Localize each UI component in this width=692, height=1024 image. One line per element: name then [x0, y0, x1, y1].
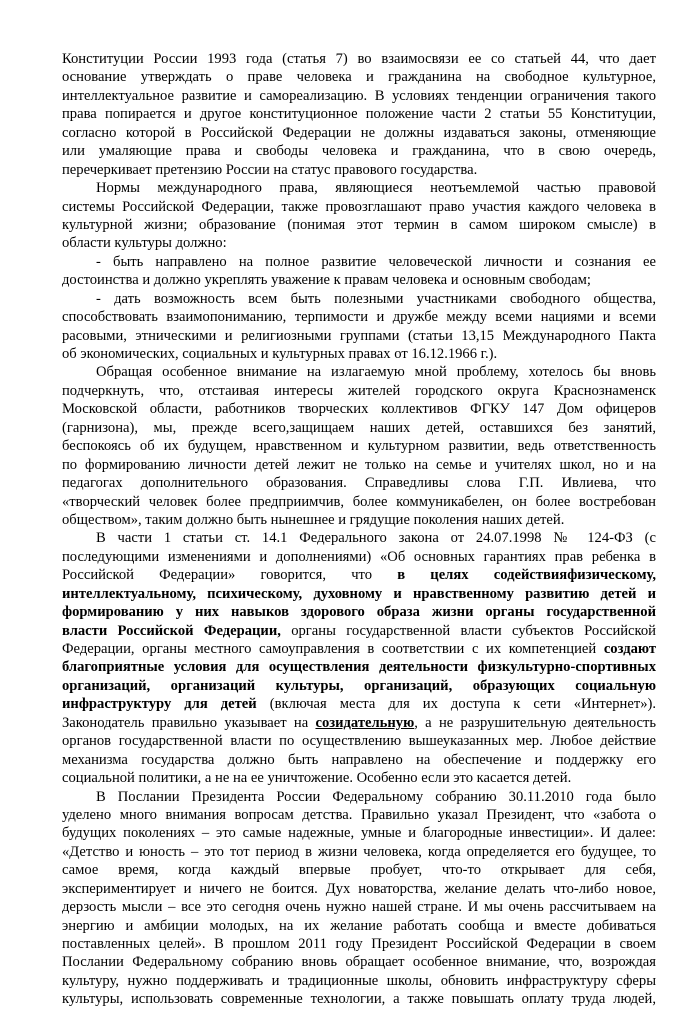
text-line: педагогах дополнительного образования. Справедливы слова Г.П. Ивлиева, что [62, 475, 656, 492]
text-run: Федерации, органы местного самоуправления в соответствии с их компетенцией [62, 641, 604, 657]
bold-text-run: создают [603, 641, 656, 657]
text-line: дерзость мысли – все это сегодня очень нужно нашей стране. И мы очень рассчитываем на [62, 899, 656, 916]
text-line [62, 622, 656, 640]
text-line: экспериментирует и ничего не боится. Дух новаторства, желание делать что-либо новое, [62, 880, 656, 897]
text-line: (гарнизона), мы, прежде всего,защищаем наших детей, оставшихся без занятий, [62, 419, 656, 436]
bold-text-run: благоприятные условия для осуществления деятельности физкультурно-спортивных [62, 659, 656, 676]
text-line: энергию и амбиции молодых, на их желание работать сообща и вместе добиваться [62, 917, 656, 934]
text-line [62, 714, 656, 732]
text-line: органов государственной власти по осуществлению вышеуказанных мер. Любое действие [62, 733, 656, 750]
text-line: будущих поколениях – это самые надежные, умные и благородные инвестиции». И далее: [62, 825, 656, 842]
text-line [62, 640, 656, 658]
text-line: перечеркивает претензию России на статус правового государства. [62, 161, 478, 178]
text-line: В Послании Президента России Федеральному собранию 30.11.2010 года было [96, 788, 656, 805]
text-run: органы государственной власти субъектов Российской [280, 622, 656, 639]
bold-text-run: в целях содействияфизическому, [397, 567, 656, 584]
text-line: Конституции России 1993 года (статья 7) во взаимосвязи ее со статьей 44, что дает [62, 51, 656, 67]
text-line: культуры, использовать современные технологии, а также повышать оплату труда людей, [62, 991, 656, 1008]
text-line: Московской области, работников творческих коллективов ФГКУ 147 Дом офицеров [62, 401, 656, 418]
text-line: Обращая особенное внимание на излагаемую мной проблему, хотелось бы вновь [96, 364, 656, 381]
text-line [62, 603, 656, 621]
document-body [62, 50, 656, 1009]
text-line: согласно которой в Российской Федерации не должны издаваться законы, отменяющие [62, 124, 656, 141]
list-item: - дать возможность всем быть полезными участниками свободного общества, [96, 290, 656, 307]
bold-text-run: инфраструктуру для детей [62, 696, 257, 713]
text-line: системы Российской Федерации, также провозглашают право участия каждого человека в [62, 198, 656, 215]
bold-text-run: интеллектуальному, психическому, духовному и нравственному развитию детей и [62, 585, 656, 602]
bold-text-run: формированию у них навыков здорового образа жизни органы государственной [62, 604, 656, 621]
text-run: Российской Федерации» говорится, что [62, 567, 398, 584]
text-line: поставленных целей». В прошлом 2011 году Президент Российской Федерации в своем [62, 936, 656, 952]
text-line: способствовать взаимопониманию, терпимости и дружбе между всеми нациями и всеми [62, 309, 656, 326]
text-line: беспокоясь об их будущем, нравственном и культурном развитии, ведь ответственность [62, 438, 656, 455]
text-line [62, 658, 656, 676]
text-line: «творческий человек более предприимчив, более коммуникабелен, он более востребован [62, 493, 656, 510]
bold-text-run: власти Российской Федерации, [62, 622, 281, 639]
text-line [62, 695, 656, 713]
text-line: интеллектуальное развитие и самореализацию. В условиях тенденции ограничения такого [62, 87, 656, 104]
text-line: по формированию личности детей лежит не только на семье и учителях школ, но и на [62, 456, 656, 473]
text-line: Послании Федеральному собранию вновь обращает особенное внимание, что, возрождая [62, 954, 656, 971]
text-line: «Детство и юность – это тот период в жизни человека, когда определяется его будущее, то [62, 843, 656, 860]
text-line: области культуры должно: [62, 235, 227, 252]
text-line: уделено много внимания вопросам детства. Правильно указал Президент, что «забота о [62, 806, 656, 823]
text-line [62, 677, 656, 695]
text-run: Законодатель правильно указывает на [62, 714, 316, 731]
text-line: или умаляющие права и свободы человека и гражданина, что в свою очередь, [62, 143, 656, 160]
text-line: социальной политики, а не на ее уничтожение. Особенно если это касается детей. [62, 770, 572, 787]
text-line: последующими изменениями и дополнениями) «Об основных гарантиях прав ребенка в [62, 548, 656, 565]
text-run: , а не разрушительную деятельность [414, 714, 656, 731]
text-line: об экономических, социальных и культурных правах от 16.12.1966 г.). [62, 346, 498, 362]
bold-underlined-text-run: созидательную [315, 714, 415, 731]
text-line: основание утверждать о праве человека и гражданина на свободное культурное, [62, 69, 656, 86]
text-line: В части 1 статьи ст. 14.1 Федерального закона от 24.07.1998 № 124-ФЗ (с [96, 530, 656, 547]
text-line: обществом», таким должно быть нынешнее и грядущие поколения наших детей. [62, 511, 565, 528]
text-line: механизма государства должно быть направлено на обеспечение и поддержку его [62, 751, 656, 768]
text-line: подчеркнуть, что, отстаивая интересы жителей городского округа Краснознаменск [62, 382, 656, 399]
text-line: права попирается и другое конституционное положение части 2 статьи 55 Конституции, [62, 106, 656, 123]
text-run: (включая места для их доступа к сети «Интернет»). [256, 696, 657, 713]
text-line: культуру, нужно поддерживать и традиционные школы, обновить инфраструктуру сферы [62, 972, 656, 989]
list-item: - быть направлено на полное развитие человеческой личности и сознания ее [96, 253, 656, 270]
text-line: Нормы международного права, являющиеся неотъемлемой частью правовой [96, 180, 656, 197]
bold-text-run: организаций, организаций культуры, организаций, образующих социальную [62, 677, 656, 694]
text-line: культурной жизни; образование (понимая этот термин в самом широком смысле) в [62, 216, 656, 233]
text-line [62, 585, 656, 603]
text-line: расовыми, этническими и религиозными группами (статьи 13,15 Международного Пакта [62, 327, 656, 344]
text-line: достоинства и должно укреплять уважение к правам человека и основным свободам; [62, 272, 591, 289]
text-line: самое время, когда каждый впервые пробует, что-то открывает для себя, [62, 862, 656, 879]
text-line [62, 566, 656, 584]
